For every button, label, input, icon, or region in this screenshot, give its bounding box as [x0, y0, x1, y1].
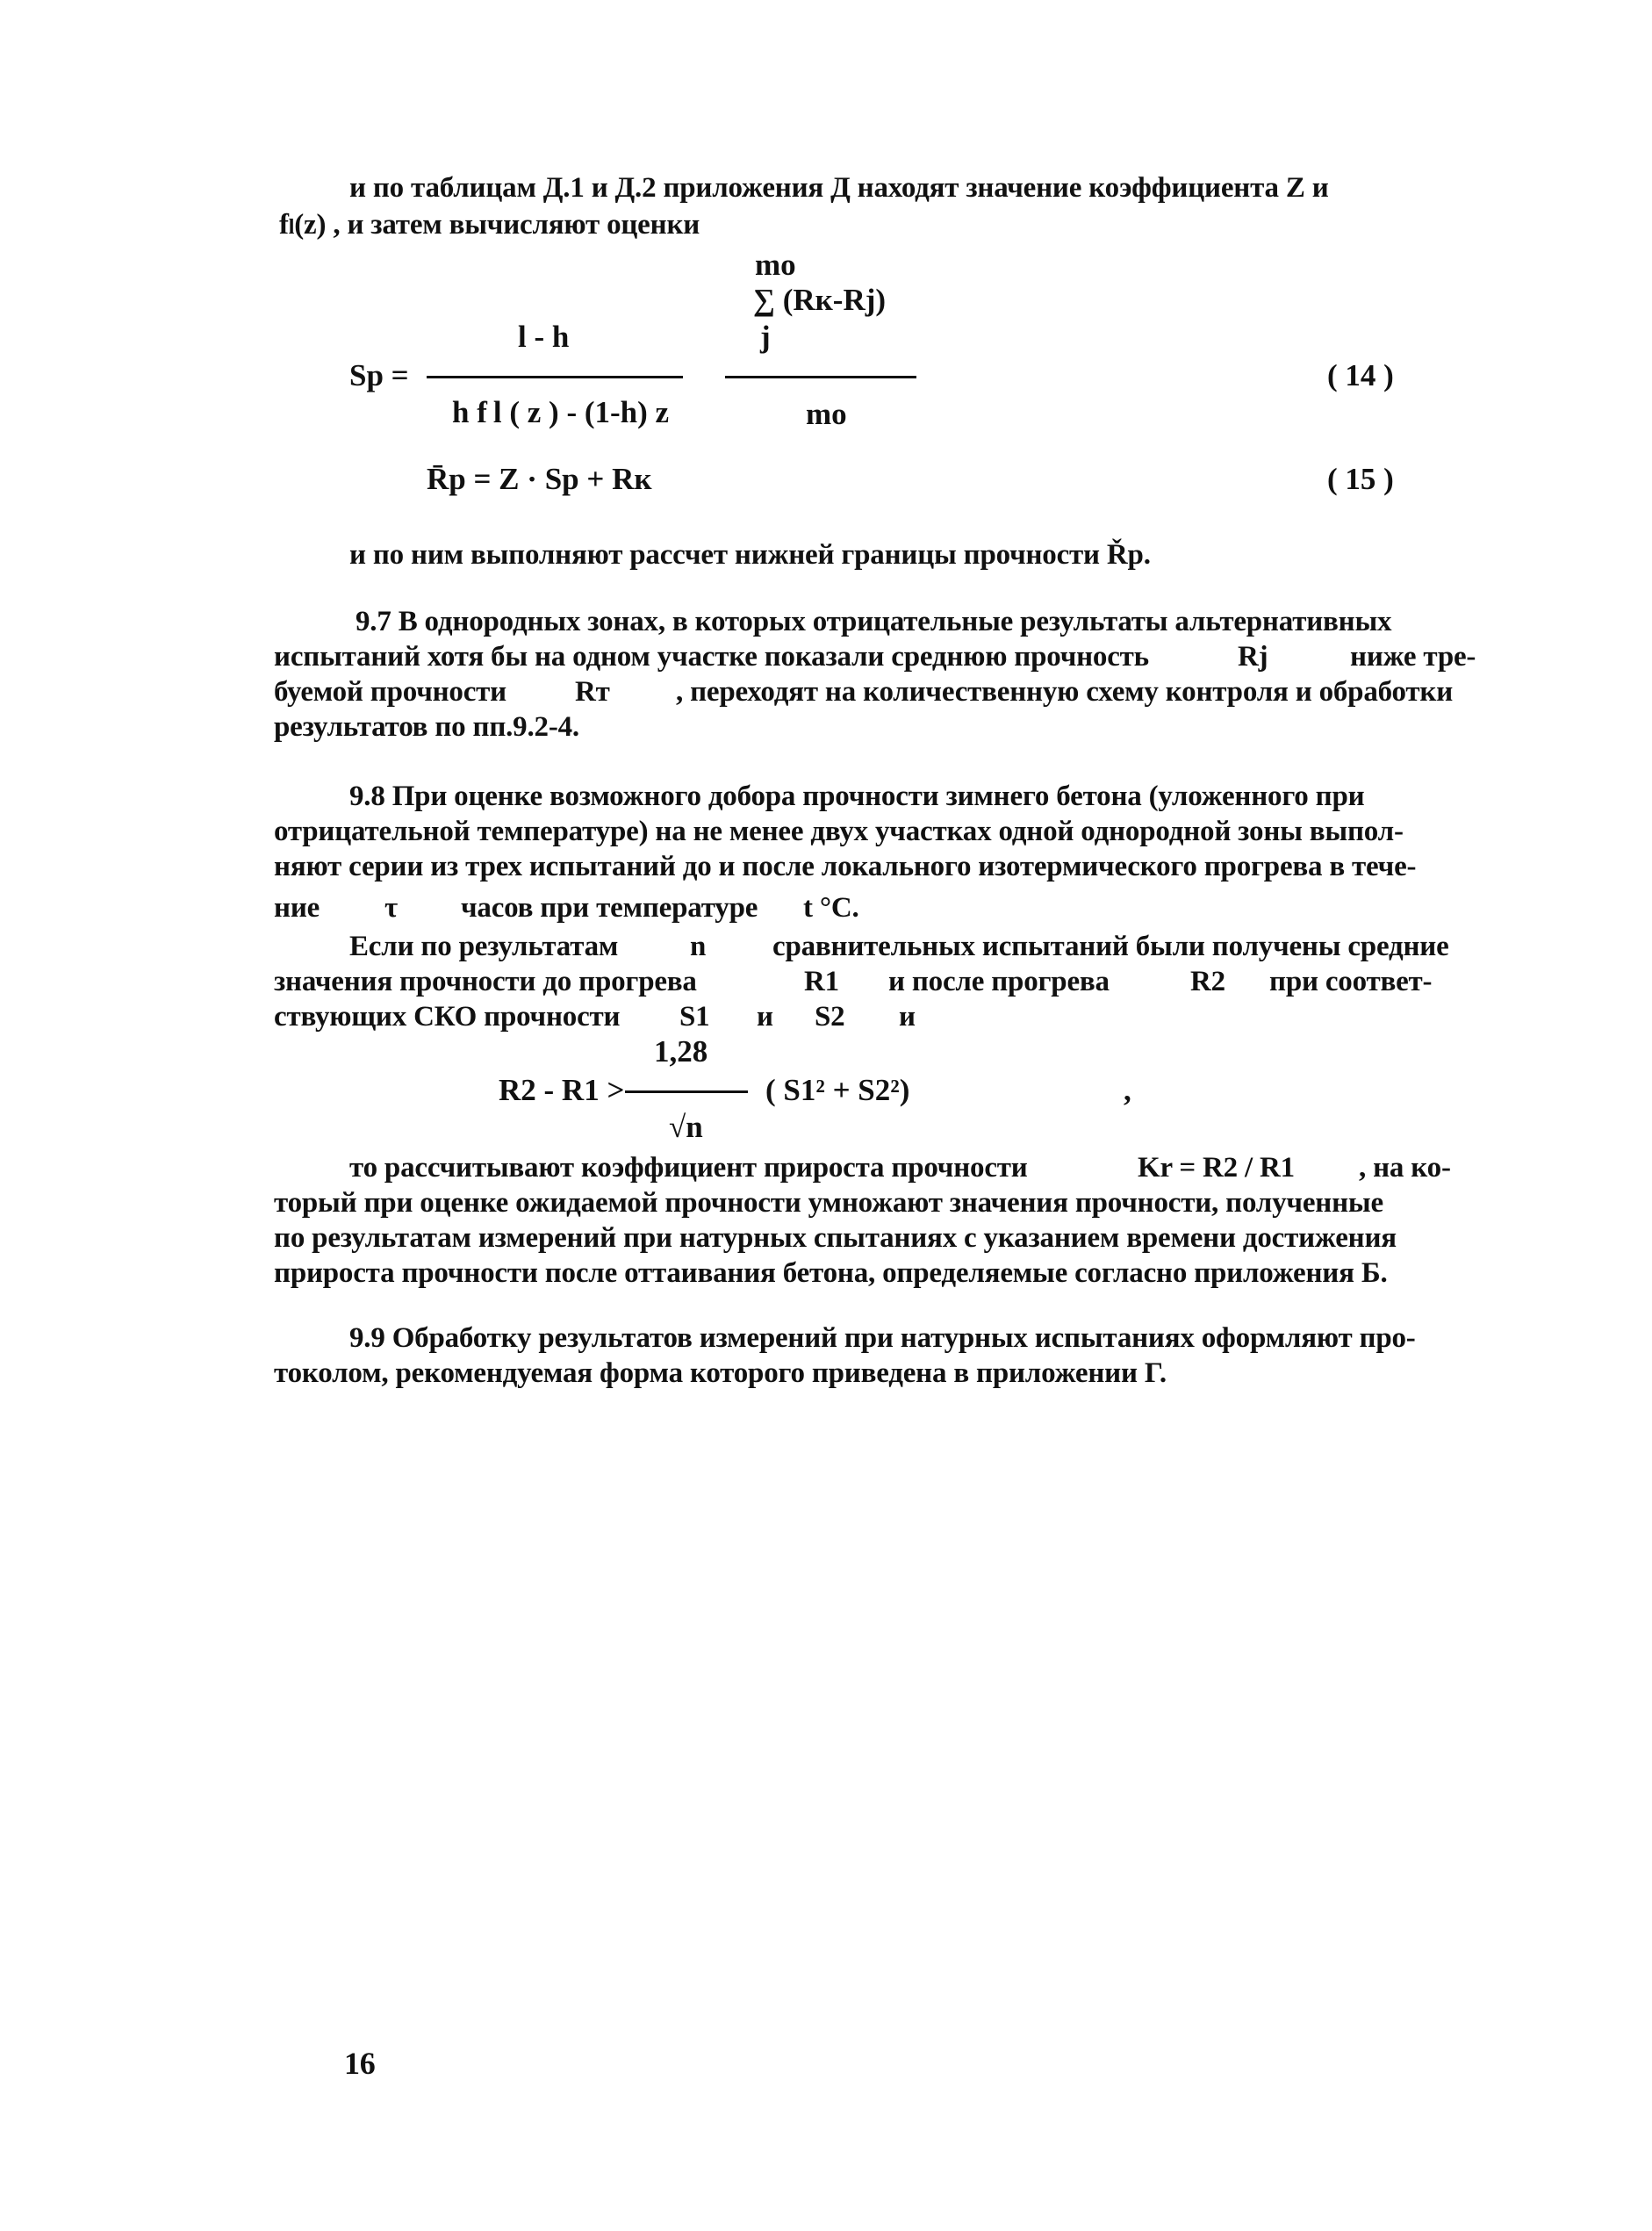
p98-line-4c: часов при температуре	[461, 892, 758, 924]
p97-line-2b: Rj	[1238, 641, 1268, 673]
p98c-line-1a: то рассчитывают коэффициент прироста прочности	[349, 1152, 1028, 1184]
formula14-sum-top: mo	[755, 248, 796, 282]
p98c-line-3: по результатам измерений при натурных спытаниях с указанием времени достижения	[274, 1222, 1397, 1254]
formula14-den-left: h f l ( z ) - (1-h) z	[452, 395, 670, 429]
intro-f-sub: l	[288, 216, 295, 239]
ineq-comma: ,	[1124, 1073, 1131, 1107]
formula14-fraction-bar-left	[427, 376, 683, 378]
p97-line-2a: испытаний хотя бы на одном участке показали среднюю прочность	[274, 641, 1149, 673]
ineq-fraction-bar	[625, 1090, 748, 1093]
p98-line-4b: τ	[384, 892, 399, 924]
p99-line-2: токолом, рекомендуемая форма которого приведена в приложении Г.	[274, 1357, 1167, 1389]
p98b-line-1c: сравнительных испытаний были получены средние	[772, 931, 1449, 962]
p98-line-4d: t °C.	[803, 892, 859, 924]
formula14-den-right: mo	[806, 397, 847, 431]
p98b-line-3e: и	[899, 1001, 916, 1033]
p98b-line-2a: значения прочности до прогрева	[274, 966, 697, 997]
p98b-line-3b: S1	[679, 1001, 710, 1033]
intro-f: f	[279, 209, 289, 241]
lower-bound-paragraph: и по ним выполняют рассчет нижней границы прочности Řp.	[349, 539, 1151, 571]
page-number: 16	[344, 2046, 376, 2081]
p98b-line-3a: ствующих СКО прочности	[274, 1001, 621, 1033]
formula14-number: ( 14 )	[1327, 358, 1394, 392]
ineq-lhs: R2 - R1 >	[499, 1073, 625, 1107]
ineq-numerator: 1,28	[654, 1034, 708, 1069]
formula14-lhs: Sp =	[349, 358, 409, 392]
p98c-line-1b: Kr = R2 / R1	[1138, 1152, 1295, 1184]
p98c-line-2: торый при оценке ожидаемой прочности умножают значения прочности, полученные	[274, 1187, 1383, 1219]
p98b-line-2e: при соответ-	[1269, 966, 1433, 997]
formula14-sum-idx: j	[760, 320, 771, 354]
intro-line-2-rest: (z) , и затем вычисляют оценки	[294, 209, 700, 241]
formula15-number: ( 15 )	[1327, 462, 1394, 496]
p98-line-2: отрицательной температуре) на не менее двух участках одной однородной зоны выпол-	[274, 816, 1404, 847]
p97-line-3c: , переходят на количественную схему контроля и обработки	[676, 676, 1454, 708]
p98c-line-1c: , на ко-	[1359, 1152, 1451, 1184]
formula14-fraction-bar-right	[725, 376, 916, 378]
p98b-line-3d: S2	[815, 1001, 845, 1033]
p98-line-3: няют серии из трех испытаний до и после локального изотермического прогрева в тече-	[274, 851, 1417, 882]
formula14-sum-expr: ∑ (Rк-Rj)	[753, 283, 887, 317]
intro-line-1: и по таблицам Д.1 и Д.2 приложения Д находят значение коэффициента Z и	[349, 172, 1329, 204]
p98b-line-1a: Если по результатам	[349, 931, 619, 962]
p98c-line-4: прироста прочности после оттаивания бетона, определяемые согласно приложения Б.	[274, 1257, 1388, 1289]
formula15-expr: R̄p = Z · Sp + Rк	[427, 462, 652, 496]
p98-line-4a: ние	[274, 892, 320, 924]
p97-line-3b: Rт	[575, 676, 610, 708]
formula14-num-left: l - h	[518, 320, 570, 354]
intro-line-2	[279, 207, 700, 245]
p99-line-1: 9.9 Обработку результатов измерений при натурных испытаниях оформляют про-	[349, 1322, 1416, 1354]
ineq-denominator: √n	[669, 1110, 703, 1144]
p97-line-3a: буемой прочности	[274, 676, 506, 708]
p97-line-1: 9.7 В однородных зонах, в которых отрицательные результаты альтернативных	[356, 606, 1392, 637]
p98b-line-1b: n	[690, 931, 707, 962]
ineq-rhs: ( S1² + S2²)	[765, 1073, 910, 1107]
p98-line-1: 9.8 При оценке возможного добора прочности зимнего бетона (уложенного при	[349, 781, 1365, 812]
p98b-line-2d: R2	[1190, 966, 1225, 997]
p98b-line-3c: и	[757, 1001, 773, 1033]
p97-line-4: результатов по пп.9.2-4.	[274, 711, 579, 743]
p98b-line-2c: и после прогрева	[888, 966, 1110, 997]
p97-line-2c: ниже тре-	[1350, 641, 1476, 673]
p98b-line-2b: R1	[804, 966, 839, 997]
